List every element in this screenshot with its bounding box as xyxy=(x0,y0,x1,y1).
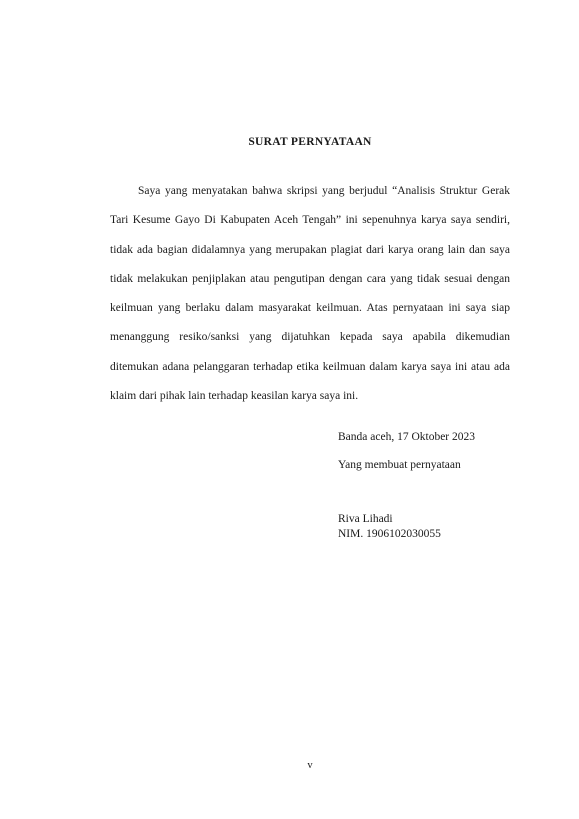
signature-role: Yang membuat pernyataan xyxy=(338,459,461,471)
page-number: v xyxy=(307,760,313,771)
signature-place-date: Banda aceh, 17 Oktober 2023 xyxy=(338,431,476,443)
signature-nim: NIM. 1906102030055 xyxy=(338,528,441,540)
statement-paragraph: Saya yang menyatakan bahwa skripsi yang berjudul “Analisis Struktur Gerak Tari Kesume Gayo Di Kabupaten Aceh Tengah” ini sepenuhnya karya saya sendiri, tidak ada bagian didalamnya yang merupakan plagiat dari karya orang lain dan saya tidak melakukan penjiplakan atau pengutipan dengan cara yang tidak sesuai dengan keilmuan yang berlaku dalam masyarakat keilmuan. Atas pernyataan ini saya siap menanggung resiko/sanksi yang dijatuhkan kepada saya apabila dikemudian ditemukan adana pelanggaran terhadap etika keilmuan dalam karya saya ini atau ada klaim dari pihak lain terhadap keasilan karya saya ini. xyxy=(110,185,510,403)
document-title: SURAT PERNYATAAN xyxy=(248,136,372,148)
signature-name: Riva Lihadi xyxy=(338,513,393,525)
